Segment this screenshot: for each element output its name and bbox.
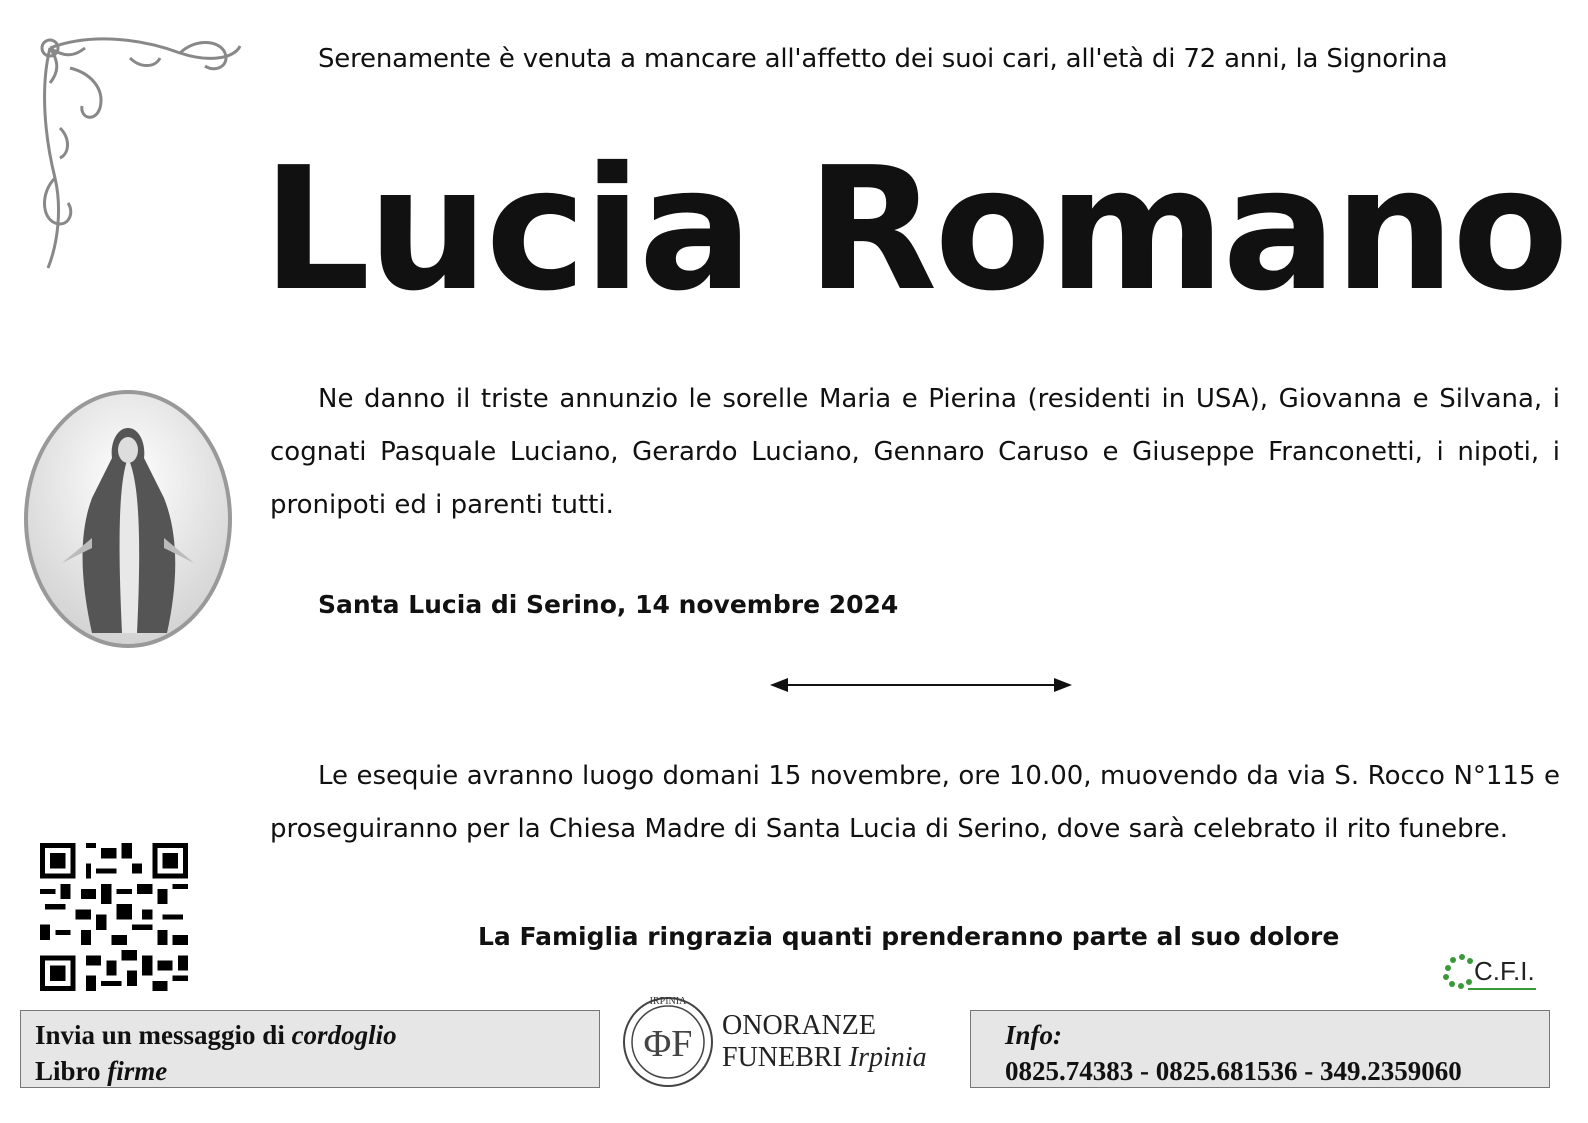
madonna-medallion-icon <box>22 388 234 650</box>
thanks-line: La Famiglia ringrazia quanti prenderanno parte al suo dolore <box>478 922 1340 951</box>
announcement-paragraph: Ne danno il triste annunzio le sorelle Maria e Pierina (residenti in USA), Giovanna e Silvana, i cognati Pasquale Luciano, Gerardo Luciano, Gennaro Caruso e Giuseppe Franconetti, i nipoti, i pronipoti ed i parenti tutti. <box>270 384 1560 520</box>
deceased-name: Lucia Romano <box>262 131 1566 329</box>
condolence-box[interactable] <box>20 1010 600 1088</box>
funeral-home-name: ONORANZE FUNEBRI Irpinia <box>722 1010 927 1073</box>
double-arrow-icon <box>770 673 1072 697</box>
cfi-logo-icon <box>1440 950 1540 1000</box>
phone-numbers[interactable]: 0825.74383 - 0825.681536 - 349.2359060 <box>1005 1056 1462 1086</box>
intro-text: Serenamente è venuta a mancare all'affetto dei suoi cari, all'età di 72 anni, la Signorina <box>318 44 1448 74</box>
guestbook-link[interactable]: Libro firme <box>35 1056 168 1086</box>
funeral-paragraph: Le esequie avranno luogo domani 15 novembre, ore 10.00, muovendo da via S. Rocco N°115 e proseguiranno per la Chiesa Madre di Santa Lucia di Serino, dove sarà celebrato il rito funebre. <box>270 761 1560 844</box>
funeral-home-seal-icon <box>620 990 716 1090</box>
qr-code-icon[interactable] <box>40 843 188 991</box>
condolence-link[interactable]: Invia un messaggio di cordoglio <box>35 1020 397 1050</box>
info-box <box>970 1010 1550 1088</box>
svg-text:IRPINIA: IRPINIA <box>649 996 687 1007</box>
svg-text:ΦF: ΦF <box>643 1023 693 1065</box>
cfi-logo-text: C.F.I. <box>1474 956 1535 986</box>
place-date: Santa Lucia di Serino, 14 novembre 2024 <box>318 590 899 619</box>
info-label: Info: <box>1005 1020 1063 1050</box>
